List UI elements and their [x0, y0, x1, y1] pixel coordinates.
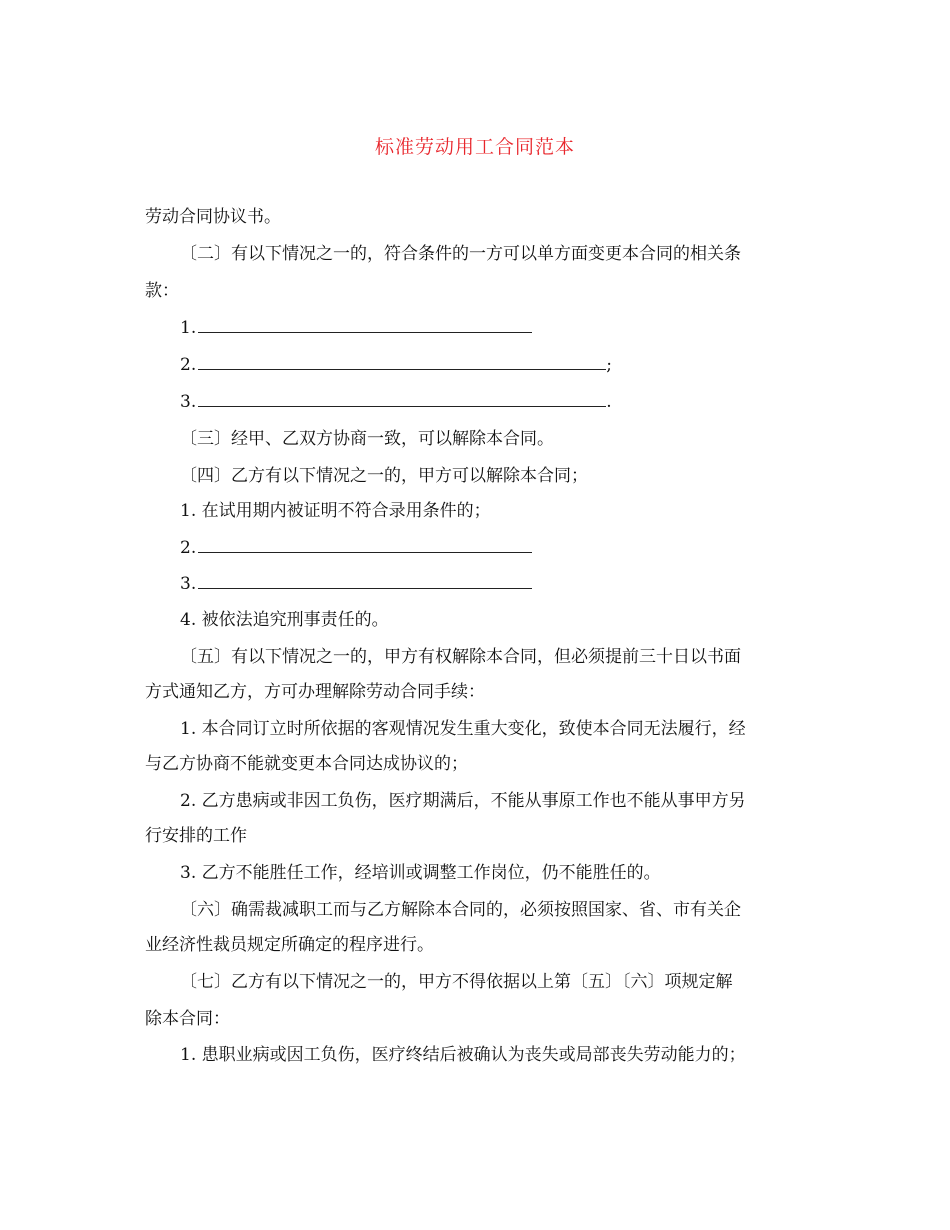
fill-in-blank[interactable]	[198, 353, 606, 370]
paragraph-line: 〔六〕确需裁减职工而与乙方解除本合同的，必须按照国家、省、市有关企	[180, 900, 741, 920]
blank-item-line	[180, 353, 840, 377]
paragraph-line: 除本合同：	[145, 1009, 230, 1029]
paragraph-line: 款：	[145, 281, 179, 301]
paragraph-line: 〔五〕有以下情况之一的，甲方有权解除本合同，但必须提前三十日以书面	[180, 647, 741, 667]
paragraph-line: 1. 本合同订立时所依据的客观情况发生重大变化，致使本合同无法履行，经	[180, 719, 746, 739]
paragraph-line: 4. 被依法追究刑事责任的。	[180, 610, 389, 630]
paragraph-line: 1. 患职业病或因工负伤，医疗终结后被确认为丧失或局部丧失劳动能力的；	[180, 1045, 746, 1065]
paragraph-line: 3. 乙方不能胜任工作，经培训或调整工作岗位，仍不能胜任的。	[180, 863, 661, 883]
paragraph-line: 〔七〕乙方有以下情况之一的，甲方不得依据以上第〔五〕〔六〕项规定解	[180, 972, 733, 992]
item-number: 1.	[180, 318, 197, 338]
paragraph-line: 〔三〕经甲、乙双方协商一致，可以解除本合同。	[180, 429, 554, 449]
item-end-punctuation: .	[606, 392, 612, 412]
paragraph-line: 方式通知乙方，方可办理解除劳动合同手续：	[145, 682, 485, 702]
paragraph-line: 行安排的工作	[145, 826, 247, 846]
paragraph-line: 〔四〕乙方有以下情况之一的，甲方可以解除本合同；	[180, 466, 588, 486]
paragraph-line: 〔二〕有以下情况之一的，符合条件的一方可以单方面变更本合同的相关条	[180, 244, 741, 264]
paragraph-line: 劳动合同协议书。	[145, 207, 281, 227]
blank-item-line	[180, 316, 840, 340]
item-end-punctuation: ;	[606, 355, 612, 375]
paragraph-line: 2. 乙方患病或非因工负伤，医疗期满后，不能从事原工作也不能从事甲方另	[180, 791, 746, 811]
blank-item-line	[180, 536, 840, 560]
paragraph-line: 1. 在试用期内被证明不符合录用条件的；	[180, 501, 491, 521]
item-number: 2.	[180, 538, 197, 558]
blank-item-line	[180, 390, 840, 414]
paragraph-line: 与乙方协商不能就变更本合同达成协议的；	[145, 754, 468, 774]
fill-in-blank[interactable]	[198, 536, 532, 553]
fill-in-blank[interactable]	[198, 390, 606, 407]
paragraph-line: 业经济性裁员规定所确定的程序进行。	[145, 935, 434, 955]
item-number: 3.	[180, 392, 197, 412]
fill-in-blank[interactable]	[198, 572, 532, 589]
document-title: 标准劳动用工合同范本	[374, 136, 575, 158]
blank-item-line	[180, 572, 840, 596]
fill-in-blank[interactable]	[198, 316, 532, 333]
item-number: 3.	[180, 574, 197, 594]
item-number: 2.	[180, 355, 197, 375]
